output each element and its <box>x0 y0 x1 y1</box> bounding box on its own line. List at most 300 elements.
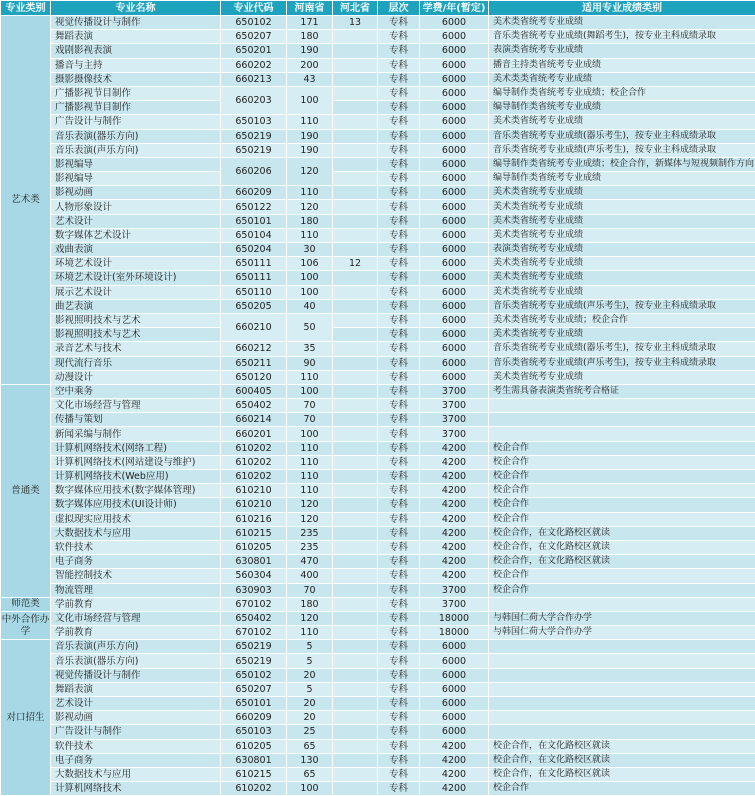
henan-quota-cell: 130 <box>287 753 333 767</box>
score-category-cell: 美术类省统考专业成绩 <box>489 214 755 228</box>
tuition-cell: 3700 <box>420 413 489 427</box>
hebei-quota-cell <box>333 58 378 72</box>
level-cell: 专科 <box>378 569 420 583</box>
score-category-cell: 校企合作 <box>489 583 755 597</box>
major-name-cell: 戏剧影视表演 <box>51 44 221 58</box>
henan-quota-cell: 100 <box>287 782 333 796</box>
henan-quota-cell: 20 <box>287 668 333 682</box>
score-category-cell: 音乐类省统考专业成绩(声乐考生)，按专业主科成绩录取 <box>489 299 755 313</box>
table-row <box>1 512 755 526</box>
level-cell: 专科 <box>378 328 420 342</box>
henan-quota-cell: 106 <box>287 257 333 271</box>
henan-quota-cell: 120 <box>287 498 333 512</box>
table-row <box>1 328 755 342</box>
tuition-cell: 6000 <box>420 285 489 299</box>
major-name-cell: 文化市场经营与管理 <box>51 399 221 413</box>
henan-quota-cell: 43 <box>287 72 333 86</box>
level-cell: 专科 <box>378 640 420 654</box>
major-name-cell: 广告设计与制作 <box>51 725 221 739</box>
hebei-quota-cell <box>333 668 378 682</box>
table-row <box>1 129 755 143</box>
hebei-quota-cell <box>333 72 378 86</box>
level-cell: 专科 <box>378 697 420 711</box>
tuition-cell: 4200 <box>420 569 489 583</box>
table-row <box>1 157 755 171</box>
score-category-cell: 美术类类省统考专业成绩 <box>489 72 755 86</box>
henan-quota-cell: 190 <box>287 129 333 143</box>
table-row <box>1 753 755 767</box>
hebei-quota-cell <box>333 583 378 597</box>
hebei-quota-cell <box>333 697 378 711</box>
score-category-cell: 编导制作类省统考专业成绩 <box>489 172 755 186</box>
henan-quota-cell: 90 <box>287 356 333 370</box>
major-code-cell: 650111 <box>221 271 287 285</box>
major-code-cell: 610202 <box>221 470 287 484</box>
table-row <box>1 143 755 157</box>
score-category-cell: 表演类省统考专业成绩 <box>489 243 755 257</box>
tuition-cell: 6000 <box>420 115 489 129</box>
level-cell: 专科 <box>378 101 420 115</box>
table-row <box>1 30 755 44</box>
hebei-quota-cell <box>333 611 378 625</box>
henan-quota-cell: 120 <box>287 200 333 214</box>
table-row <box>1 668 755 682</box>
henan-quota-cell: 110 <box>287 441 333 455</box>
major-name-cell: 视觉传播设计与制作 <box>51 16 221 30</box>
table-row <box>1 44 755 58</box>
tuition-cell: 6000 <box>420 711 489 725</box>
tuition-cell: 18000 <box>420 626 489 640</box>
score-category-cell <box>489 668 755 682</box>
tuition-cell: 4200 <box>420 441 489 455</box>
table-row <box>1 72 755 86</box>
header-row <box>1 1 755 16</box>
table-row <box>1 640 755 654</box>
tuition-cell: 4200 <box>420 484 489 498</box>
hebei-quota-cell <box>333 157 378 171</box>
table-row <box>1 697 755 711</box>
header-category: 专业类别 <box>1 1 51 16</box>
level-cell: 专科 <box>378 597 420 611</box>
major-code-cell: 660206 <box>221 157 287 185</box>
level-cell: 专科 <box>378 129 420 143</box>
score-category-cell: 编导制作类省统考专业成绩 <box>489 101 755 115</box>
henan-quota-cell: 400 <box>287 569 333 583</box>
major-code-cell: 650122 <box>221 200 287 214</box>
henan-quota-cell: 25 <box>287 725 333 739</box>
table-row <box>1 342 755 356</box>
major-code-cell: 610202 <box>221 782 287 796</box>
table-row <box>1 782 755 796</box>
tuition-cell: 4200 <box>420 526 489 540</box>
major-code-cell: 610215 <box>221 767 287 781</box>
level-cell: 专科 <box>378 512 420 526</box>
score-category-cell: 美术类省统考专业成绩 <box>489 186 755 200</box>
major-name-cell: 环境艺术设计 <box>51 257 221 271</box>
table-row <box>1 299 755 313</box>
tuition-cell: 6000 <box>420 257 489 271</box>
major-code-cell: 660201 <box>221 427 287 441</box>
score-category-cell: 美术类省统考专业成绩 <box>489 328 755 342</box>
table-row <box>1 200 755 214</box>
hebei-quota-cell <box>333 739 378 753</box>
score-category-cell: 考生需具备表演类省统考合格证 <box>489 384 755 398</box>
score-category-cell: 美术类省统考专业成绩 <box>489 285 755 299</box>
level-cell: 专科 <box>378 455 420 469</box>
hebei-quota-cell <box>333 782 378 796</box>
level-cell: 专科 <box>378 228 420 242</box>
score-category-cell: 美术类省统考专业成绩 <box>489 370 755 384</box>
major-name-cell: 虚拟现实应用技术 <box>51 512 221 526</box>
hebei-quota-cell: 13 <box>333 16 378 30</box>
henan-quota-cell: 110 <box>287 370 333 384</box>
category-cell: 普通类 <box>1 384 51 597</box>
henan-quota-cell: 235 <box>287 526 333 540</box>
major-code-cell: 630903 <box>221 583 287 597</box>
table-row <box>1 441 755 455</box>
major-name-cell: 视觉传播设计与制作 <box>51 668 221 682</box>
tuition-cell: 3700 <box>420 384 489 398</box>
major-code-cell: 610202 <box>221 455 287 469</box>
major-name-cell: 计算机网络技术(网络工程) <box>51 441 221 455</box>
score-category-cell: 播音主持类省统考专业成绩 <box>489 58 755 72</box>
tuition-cell: 6000 <box>420 640 489 654</box>
level-cell: 专科 <box>378 172 420 186</box>
header-score-category: 适用专业成绩类别 <box>489 1 755 16</box>
table-row <box>1 739 755 753</box>
henan-quota-cell: 100 <box>287 285 333 299</box>
henan-quota-cell: 100 <box>287 271 333 285</box>
level-cell: 专科 <box>378 682 420 696</box>
score-category-cell: 校企合作，在文化路校区就读 <box>489 767 755 781</box>
table-row <box>1 16 755 30</box>
score-category-cell: 音乐类省统考专业成绩(声乐考生)，按专业主科成绩录取 <box>489 143 755 157</box>
major-name-cell: 电子商务 <box>51 555 221 569</box>
level-cell: 专科 <box>378 214 420 228</box>
score-category-cell: 校企合作，在文化路校区就读 <box>489 526 755 540</box>
tuition-cell: 6000 <box>420 58 489 72</box>
score-category-cell: 校企合作 <box>489 512 755 526</box>
level-cell: 专科 <box>378 271 420 285</box>
major-code-cell: 650219 <box>221 654 287 668</box>
major-name-cell: 计算机网络技术(网站建设与维护) <box>51 455 221 469</box>
table-row <box>1 654 755 668</box>
major-code-cell: 650219 <box>221 143 287 157</box>
table-row <box>1 498 755 512</box>
score-category-cell: 校企合作 <box>489 569 755 583</box>
major-code-cell: 560304 <box>221 569 287 583</box>
level-cell: 专科 <box>378 115 420 129</box>
major-code-cell: 630801 <box>221 753 287 767</box>
score-category-cell <box>489 725 755 739</box>
major-name-cell: 影视动画 <box>51 711 221 725</box>
henan-quota-cell: 110 <box>287 115 333 129</box>
level-cell: 专科 <box>378 470 420 484</box>
hebei-quota-cell <box>333 512 378 526</box>
table-row <box>1 555 755 569</box>
level-cell: 专科 <box>378 654 420 668</box>
tuition-cell: 6000 <box>420 200 489 214</box>
level-cell: 专科 <box>378 782 420 796</box>
hebei-quota-cell <box>333 370 378 384</box>
hebei-quota-cell <box>333 640 378 654</box>
hebei-quota-cell <box>333 555 378 569</box>
major-name-cell: 艺术设计 <box>51 697 221 711</box>
henan-quota-cell: 5 <box>287 654 333 668</box>
tuition-cell: 3700 <box>420 583 489 597</box>
level-cell: 专科 <box>378 484 420 498</box>
tuition-cell: 6000 <box>420 30 489 44</box>
level-cell: 专科 <box>378 441 420 455</box>
score-category-cell: 校企合作，在文化路校区就读 <box>489 739 755 753</box>
level-cell: 专科 <box>378 753 420 767</box>
major-name-cell: 动漫设计 <box>51 370 221 384</box>
score-category-cell <box>489 597 755 611</box>
major-code-cell: 650205 <box>221 299 287 313</box>
major-name-cell: 舞蹈表演 <box>51 682 221 696</box>
major-name-cell: 空中乘务 <box>51 384 221 398</box>
score-category-cell: 编导制作类省统考专业成绩；校企合作 <box>489 86 755 100</box>
major-code-cell: 650204 <box>221 243 287 257</box>
score-category-cell: 与韩国仁荷大学合作办学 <box>489 611 755 625</box>
level-cell: 专科 <box>378 356 420 370</box>
hebei-quota-cell: 12 <box>333 257 378 271</box>
henan-quota-cell: 180 <box>287 214 333 228</box>
tuition-cell: 6000 <box>420 668 489 682</box>
tuition-cell: 6000 <box>420 697 489 711</box>
major-code-cell: 660203 <box>221 86 287 114</box>
hebei-quota-cell <box>333 44 378 58</box>
score-category-cell <box>489 711 755 725</box>
major-name-cell: 影视编导 <box>51 157 221 171</box>
henan-quota-cell: 180 <box>287 30 333 44</box>
major-name-cell: 新闻采编与制作 <box>51 427 221 441</box>
hebei-quota-cell <box>333 313 378 327</box>
hebei-quota-cell <box>333 271 378 285</box>
major-code-cell: 650219 <box>221 640 287 654</box>
tuition-cell: 4200 <box>420 555 489 569</box>
hebei-quota-cell <box>333 384 378 398</box>
hebei-quota-cell <box>333 626 378 640</box>
tuition-cell: 6000 <box>420 172 489 186</box>
hebei-quota-cell <box>333 753 378 767</box>
score-category-cell: 校企合作，在文化路校区就读 <box>489 540 755 554</box>
major-name-cell: 曲艺表演 <box>51 299 221 313</box>
level-cell: 专科 <box>378 540 420 554</box>
score-category-cell: 校企合作 <box>489 455 755 469</box>
tuition-cell: 6000 <box>420 186 489 200</box>
major-name-cell: 智能控制技术 <box>51 569 221 583</box>
major-name-cell: 广播影视节目制作 <box>51 86 221 100</box>
major-code-cell: 610210 <box>221 484 287 498</box>
major-code-cell: 650103 <box>221 725 287 739</box>
tuition-cell: 6000 <box>420 342 489 356</box>
score-category-cell: 美术类省统考专业成绩 <box>489 200 755 214</box>
tuition-cell: 4200 <box>420 470 489 484</box>
henan-quota-cell: 50 <box>287 313 333 341</box>
table-row <box>1 427 755 441</box>
level-cell: 专科 <box>378 767 420 781</box>
hebei-quota-cell <box>333 243 378 257</box>
score-category-cell: 美术类省统考专业成绩；校企合作 <box>489 313 755 327</box>
major-code-cell: 660212 <box>221 342 287 356</box>
major-name-cell: 艺术设计 <box>51 214 221 228</box>
tuition-cell: 6000 <box>420 228 489 242</box>
henan-quota-cell: 200 <box>287 58 333 72</box>
level-cell: 专科 <box>378 143 420 157</box>
major-code-cell: 610202 <box>221 441 287 455</box>
level-cell: 专科 <box>378 200 420 214</box>
major-code-cell: 650201 <box>221 44 287 58</box>
table-row <box>1 86 755 100</box>
major-code-cell: 650103 <box>221 115 287 129</box>
hebei-quota-cell <box>333 654 378 668</box>
major-name-cell: 数字媒体应用技术(UI设计师) <box>51 498 221 512</box>
henan-quota-cell: 70 <box>287 399 333 413</box>
henan-quota-cell: 35 <box>287 342 333 356</box>
henan-quota-cell: 190 <box>287 44 333 58</box>
henan-quota-cell: 70 <box>287 413 333 427</box>
score-category-cell: 音乐类省统考专业成绩(声乐考生)，按专业主科成绩录取 <box>489 356 755 370</box>
major-code-cell: 650402 <box>221 399 287 413</box>
hebei-quota-cell <box>333 129 378 143</box>
level-cell: 专科 <box>378 555 420 569</box>
major-name-cell: 广告设计与制作 <box>51 115 221 129</box>
table-row <box>1 597 755 611</box>
major-code-cell: 670102 <box>221 597 287 611</box>
henan-quota-cell: 110 <box>287 186 333 200</box>
score-category-cell: 美术类省统考专业成绩 <box>489 228 755 242</box>
level-cell: 专科 <box>378 498 420 512</box>
tuition-cell: 4200 <box>420 782 489 796</box>
header-major-name: 专业名称 <box>51 1 221 16</box>
tuition-cell: 6000 <box>420 101 489 115</box>
tuition-cell: 6000 <box>420 86 489 100</box>
major-code-cell: 650402 <box>221 611 287 625</box>
level-cell: 专科 <box>378 58 420 72</box>
major-name-cell: 文化市场经营与管理 <box>51 611 221 625</box>
major-code-cell: 650101 <box>221 697 287 711</box>
score-category-cell: 美术类省统考专业成绩 <box>489 16 755 30</box>
major-name-cell: 大数据技术与应用 <box>51 767 221 781</box>
henan-quota-cell: 65 <box>287 739 333 753</box>
tuition-cell: 6000 <box>420 143 489 157</box>
tuition-cell: 6000 <box>420 654 489 668</box>
score-category-cell: 校企合作，在文化路校区就读 <box>489 555 755 569</box>
major-name-cell: 大数据技术与应用 <box>51 526 221 540</box>
tuition-cell: 4200 <box>420 498 489 512</box>
table-row <box>1 384 755 398</box>
tuition-cell: 4200 <box>420 540 489 554</box>
henan-quota-cell: 5 <box>287 682 333 696</box>
tuition-cell: 6000 <box>420 44 489 58</box>
major-name-cell: 影视编导 <box>51 172 221 186</box>
table-row <box>1 611 755 625</box>
level-cell: 专科 <box>378 399 420 413</box>
table-row <box>1 115 755 129</box>
hebei-quota-cell <box>333 682 378 696</box>
major-code-cell: 650102 <box>221 668 287 682</box>
major-name-cell: 电子商务 <box>51 753 221 767</box>
level-cell: 专科 <box>378 342 420 356</box>
level-cell: 专科 <box>378 668 420 682</box>
major-name-cell: 展示艺术设计 <box>51 285 221 299</box>
table-row <box>1 583 755 597</box>
level-cell: 专科 <box>378 257 420 271</box>
score-category-cell <box>489 413 755 427</box>
major-code-cell: 660202 <box>221 58 287 72</box>
hebei-quota-cell <box>333 101 378 115</box>
henan-quota-cell: 110 <box>287 484 333 498</box>
hebei-quota-cell <box>333 441 378 455</box>
henan-quota-cell: 190 <box>287 143 333 157</box>
table-row <box>1 228 755 242</box>
tuition-cell: 6000 <box>420 725 489 739</box>
major-code-cell: 670102 <box>221 626 287 640</box>
hebei-quota-cell <box>333 30 378 44</box>
tuition-cell: 6000 <box>420 243 489 257</box>
henan-quota-cell: 110 <box>287 228 333 242</box>
score-category-cell <box>489 682 755 696</box>
table-row <box>1 313 755 327</box>
henan-quota-cell: 30 <box>287 243 333 257</box>
tuition-cell: 6000 <box>420 313 489 327</box>
henan-quota-cell: 120 <box>287 157 333 185</box>
level-cell: 专科 <box>378 157 420 171</box>
table-row <box>1 370 755 384</box>
table-row <box>1 399 755 413</box>
major-name-cell: 软件技术 <box>51 739 221 753</box>
major-name-cell: 音乐表演(声乐方向) <box>51 640 221 654</box>
henan-quota-cell: 110 <box>287 626 333 640</box>
table-row <box>1 356 755 370</box>
score-category-cell <box>489 427 755 441</box>
tuition-cell: 6000 <box>420 214 489 228</box>
hebei-quota-cell <box>333 285 378 299</box>
level-cell: 专科 <box>378 370 420 384</box>
major-code-cell: 650207 <box>221 30 287 44</box>
hebei-quota-cell <box>333 214 378 228</box>
hebei-quota-cell <box>333 540 378 554</box>
major-name-cell: 现代流行音乐 <box>51 356 221 370</box>
henan-quota-cell: 65 <box>287 767 333 781</box>
score-category-cell: 音乐类省统考专业成绩(器乐考生)，按专业主科成绩录取 <box>489 129 755 143</box>
major-name-cell: 学前教育 <box>51 597 221 611</box>
header-level: 层次 <box>378 1 420 16</box>
table-row <box>1 626 755 640</box>
henan-quota-cell: 70 <box>287 583 333 597</box>
major-name-cell: 广播影视节目制作 <box>51 101 221 115</box>
score-category-cell: 校企合作 <box>489 782 755 796</box>
score-category-cell: 校企合作 <box>489 484 755 498</box>
henan-quota-cell: 100 <box>287 384 333 398</box>
henan-quota-cell: 20 <box>287 711 333 725</box>
major-name-cell: 计算机网络技术 <box>51 782 221 796</box>
henan-quota-cell: 5 <box>287 640 333 654</box>
major-code-cell: 610210 <box>221 498 287 512</box>
hebei-quota-cell <box>333 498 378 512</box>
tuition-cell: 6000 <box>420 16 489 30</box>
henan-quota-cell: 110 <box>287 455 333 469</box>
major-code-cell: 660214 <box>221 413 287 427</box>
henan-quota-cell: 20 <box>287 697 333 711</box>
table-row <box>1 470 755 484</box>
header-henan: 河南省 <box>287 1 333 16</box>
major-name-cell: 播音与主持 <box>51 58 221 72</box>
score-category-cell: 音乐类省统考专业成绩(器乐考生)，按专业主科成绩录取 <box>489 342 755 356</box>
score-category-cell: 与韩国仁荷大学合作办学 <box>489 626 755 640</box>
henan-quota-cell: 180 <box>287 597 333 611</box>
